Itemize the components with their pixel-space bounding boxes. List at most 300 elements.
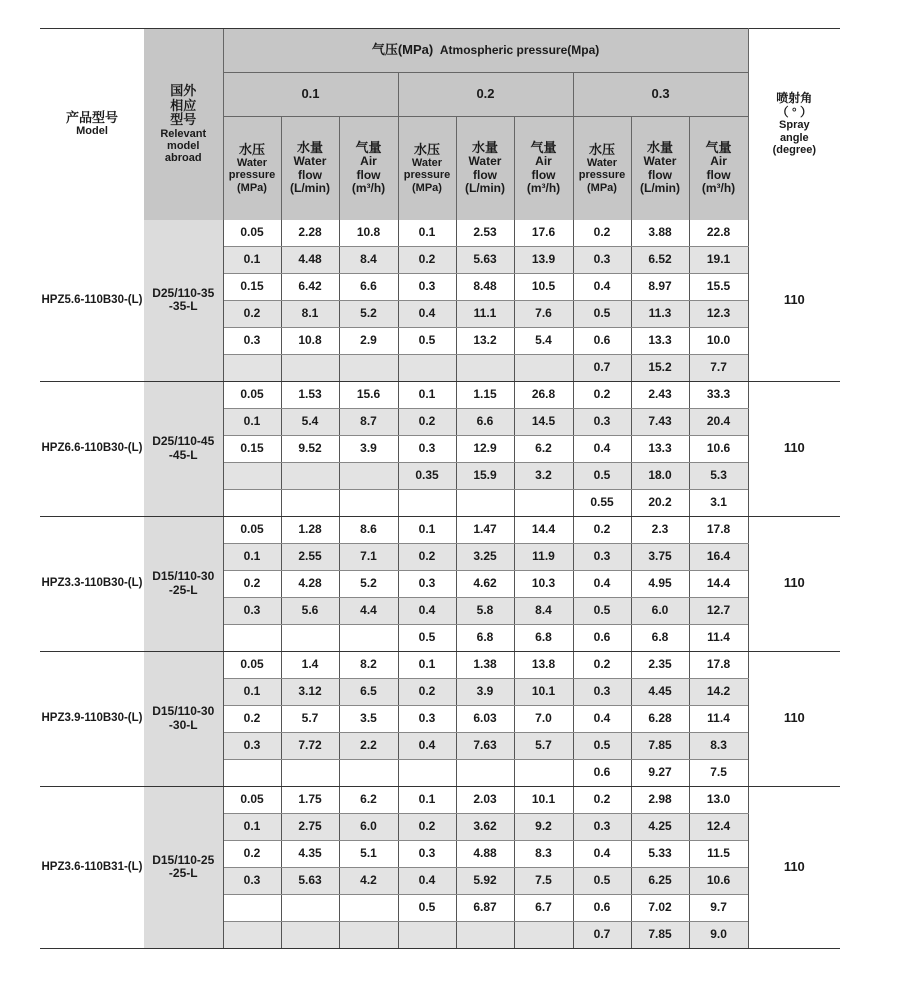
header-sub-zh: 水压 [588,141,615,157]
value-cell [514,921,573,948]
value-cell [456,354,514,381]
header-sub-en: Air flow (m³/h) [526,154,561,196]
value-cell [339,462,398,489]
value-cell [514,759,573,786]
value-cell [339,759,398,786]
value-cell: 20.4 [689,408,748,435]
table-row [40,381,840,408]
header-foreign-en: Relevant model abroad [160,127,207,165]
value-cell: 7.43 [631,408,689,435]
value-cell: 10.0 [689,327,748,354]
table-row [40,220,840,247]
value-cell: 6.0 [631,597,689,624]
value-cell: 0.1 [398,651,456,678]
value-cell: 3.2 [514,462,573,489]
value-cell: 4.95 [631,570,689,597]
value-cell: 0.3 [573,408,631,435]
value-cell: 5.63 [456,246,514,273]
value-cell: 0.6 [573,894,631,921]
value-cell: 7.6 [514,300,573,327]
model-cell: HPZ3.3-110B30-(L) [40,516,144,651]
value-cell: 0.3 [573,678,631,705]
value-cell: 1.28 [281,516,339,543]
value-cell: 11.4 [689,624,748,651]
value-cell [398,921,456,948]
value-cell: 6.8 [456,624,514,651]
header-air-pressure-zh: 气压(MPa) [371,42,434,58]
value-cell: 0.4 [573,273,631,300]
value-cell: 5.2 [339,300,398,327]
value-cell: 16.4 [689,543,748,570]
value-cell: 3.88 [631,220,689,247]
value-cell [281,354,339,381]
header-sub-zh: 水量 [646,139,673,155]
value-cell: 0.3 [223,327,281,354]
value-cell: 9.7 [689,894,748,921]
value-cell [281,624,339,651]
value-cell: 0.7 [573,921,631,948]
header-sub-en: Air flow (m³/h) [701,154,736,196]
value-cell: 11.5 [689,840,748,867]
header-pressure-2: 0.3 [573,73,748,117]
value-cell: 15.9 [456,462,514,489]
value-cell: 14.4 [514,516,573,543]
value-cell: 7.85 [631,732,689,759]
value-cell: 12.7 [689,597,748,624]
value-cell: 9.52 [281,435,339,462]
value-cell: 0.7 [573,354,631,381]
value-cell: 4.88 [456,840,514,867]
value-cell: 0.2 [398,246,456,273]
value-cell: 2.3 [631,516,689,543]
value-cell: 9.0 [689,921,748,948]
value-cell: 3.9 [339,435,398,462]
header-air-pressure-en: Atmospheric pressure(Mpa) [439,43,600,58]
value-cell: 1.15 [456,381,514,408]
header-sub-water-flow [281,117,339,220]
value-cell: 13.3 [631,327,689,354]
value-cell: 0.4 [573,705,631,732]
value-cell: 0.2 [223,840,281,867]
value-cell: 10.1 [514,678,573,705]
value-cell [398,354,456,381]
value-cell: 0.5 [573,462,631,489]
value-cell: 0.4 [573,570,631,597]
value-cell: 9.2 [514,813,573,840]
model-cell: HPZ3.6-110B31-(L) [40,786,144,948]
header-sub-en: Air flow (m³/h) [351,154,386,196]
value-cell: 6.87 [456,894,514,921]
value-cell: 15.5 [689,273,748,300]
value-cell [281,759,339,786]
value-cell: 2.55 [281,543,339,570]
value-cell: 0.2 [223,570,281,597]
value-cell: 0.2 [398,813,456,840]
value-cell: 0.2 [573,786,631,813]
value-cell: 0.15 [223,273,281,300]
header-sub-air-flow [514,117,573,220]
spec-table-body [40,220,840,949]
header-model-zh: 产品型号 [65,109,118,125]
header-model [40,29,144,220]
value-cell: 0.05 [223,220,281,247]
value-cell: 5.8 [456,597,514,624]
value-cell [456,921,514,948]
value-cell: 10.8 [339,220,398,247]
value-cell: 0.35 [398,462,456,489]
value-cell: 33.3 [689,381,748,408]
value-cell: 3.12 [281,678,339,705]
value-cell: 4.25 [631,813,689,840]
value-cell: 8.1 [281,300,339,327]
value-cell: 0.3 [398,705,456,732]
value-cell: 0.1 [223,408,281,435]
value-cell: 14.5 [514,408,573,435]
value-cell [398,489,456,516]
header-sub-en: Water pressure (MPa) [578,157,626,194]
value-cell: 7.85 [631,921,689,948]
value-cell: 5.3 [689,462,748,489]
value-cell [514,354,573,381]
header-sub-water-pressure [573,117,631,220]
header-sub-en: Water pressure (MPa) [403,157,451,194]
value-cell: 0.5 [398,894,456,921]
value-cell: 20.2 [631,489,689,516]
model-cell: HPZ6.6-110B30-(L) [40,381,144,516]
value-cell: 0.3 [398,840,456,867]
value-cell: 3.75 [631,543,689,570]
value-cell: 5.92 [456,867,514,894]
spec-table [40,28,840,949]
value-cell: 10.6 [689,867,748,894]
value-cell: 6.8 [631,624,689,651]
value-cell: 14.4 [689,570,748,597]
value-cell: 2.28 [281,220,339,247]
value-cell: 6.5 [339,678,398,705]
value-cell [281,489,339,516]
foreign-model-cell: D15/110-30 -30-L [144,651,223,786]
value-cell: 17.6 [514,220,573,247]
value-cell: 6.6 [339,273,398,300]
value-cell [223,759,281,786]
value-cell: 6.42 [281,273,339,300]
value-cell: 0.3 [398,273,456,300]
value-cell: 14.2 [689,678,748,705]
value-cell: 5.7 [281,705,339,732]
model-cell: HPZ3.9-110B30-(L) [40,651,144,786]
header-sub-water-pressure [223,117,281,220]
value-cell [223,354,281,381]
value-cell: 11.4 [689,705,748,732]
value-cell: 5.1 [339,840,398,867]
value-cell: 0.2 [573,381,631,408]
value-cell: 13.8 [514,651,573,678]
value-cell: 0.5 [398,327,456,354]
spray-angle-cell: 110 [748,651,840,786]
value-cell: 3.1 [689,489,748,516]
value-cell: 19.1 [689,246,748,273]
value-cell: 0.4 [398,597,456,624]
value-cell: 1.4 [281,651,339,678]
value-cell: 0.3 [223,732,281,759]
table-row [40,651,840,678]
value-cell: 4.62 [456,570,514,597]
value-cell: 0.05 [223,786,281,813]
value-cell: 5.4 [281,408,339,435]
header-air-pressure [223,29,748,73]
value-cell: 17.8 [689,651,748,678]
value-cell: 8.6 [339,516,398,543]
value-cell: 8.3 [514,840,573,867]
value-cell: 10.3 [514,570,573,597]
value-cell: 0.4 [573,435,631,462]
header-pressure-1: 0.2 [398,73,573,117]
value-cell [339,354,398,381]
value-cell: 11.3 [631,300,689,327]
header-sub-en: Water flow (L/min) [465,154,505,196]
value-cell: 0.1 [223,543,281,570]
header-sub-zh: 水压 [238,141,265,157]
value-cell: 7.7 [689,354,748,381]
header-sub-en: Water flow (L/min) [640,154,680,196]
value-cell [339,921,398,948]
value-cell: 0.2 [398,543,456,570]
foreign-model-cell: D15/110-25 -25-L [144,786,223,948]
value-cell [223,462,281,489]
value-cell: 26.8 [514,381,573,408]
value-cell: 7.5 [514,867,573,894]
value-cell: 11.1 [456,300,514,327]
header-pressure-0: 0.1 [223,73,398,117]
value-cell: 6.03 [456,705,514,732]
header-spray-angle [748,29,840,220]
value-cell: 3.9 [456,678,514,705]
value-cell: 3.5 [339,705,398,732]
value-cell: 22.8 [689,220,748,247]
value-cell: 12.3 [689,300,748,327]
value-cell: 0.05 [223,516,281,543]
value-cell: 5.33 [631,840,689,867]
value-cell: 1.47 [456,516,514,543]
value-cell: 4.28 [281,570,339,597]
header-sub-water-flow [631,117,689,220]
value-cell: 0.5 [573,300,631,327]
value-cell: 0.1 [223,678,281,705]
value-cell: 4.2 [339,867,398,894]
table-row [40,786,840,813]
value-cell: 2.03 [456,786,514,813]
spray-angle-cell: 110 [748,516,840,651]
value-cell: 10.5 [514,273,573,300]
value-cell: 6.0 [339,813,398,840]
value-cell: 11.9 [514,543,573,570]
value-cell: 5.6 [281,597,339,624]
value-cell: 13.9 [514,246,573,273]
value-cell: 15.6 [339,381,398,408]
value-cell: 0.3 [573,813,631,840]
value-cell: 18.0 [631,462,689,489]
header-sub-en: Water flow (L/min) [290,154,330,196]
value-cell: 0.2 [573,651,631,678]
value-cell: 5.4 [514,327,573,354]
value-cell: 0.1 [398,220,456,247]
spray-angle-cell: 110 [748,381,840,516]
foreign-model-cell: D25/110-35 -35-L [144,220,223,382]
value-cell: 8.97 [631,273,689,300]
foreign-model-cell: D15/110-30 -25-L [144,516,223,651]
value-cell: 0.1 [398,516,456,543]
value-cell: 10.1 [514,786,573,813]
value-cell: 0.3 [398,570,456,597]
value-cell: 4.48 [281,246,339,273]
value-cell: 7.02 [631,894,689,921]
value-cell: 17.8 [689,516,748,543]
value-cell: 0.05 [223,381,281,408]
value-cell: 0.2 [573,516,631,543]
value-cell: 8.3 [689,732,748,759]
value-cell: 6.28 [631,705,689,732]
spray-angle-cell: 110 [748,220,840,382]
value-cell: 0.4 [398,732,456,759]
value-cell: 1.53 [281,381,339,408]
value-cell: 0.4 [573,840,631,867]
value-cell: 5.2 [339,570,398,597]
header-sub-zh: 气量 [355,139,382,155]
value-cell: 0.3 [573,543,631,570]
value-cell: 2.43 [631,381,689,408]
value-cell: 0.15 [223,435,281,462]
value-cell: 2.53 [456,220,514,247]
header-sub-zh: 水量 [296,139,323,155]
header-sub-air-flow [339,117,398,220]
value-cell: 6.7 [514,894,573,921]
value-cell [456,759,514,786]
value-cell: 5.7 [514,732,573,759]
value-cell: 1.38 [456,651,514,678]
value-cell: 0.3 [398,435,456,462]
value-cell: 0.5 [573,597,631,624]
value-cell: 8.4 [339,246,398,273]
value-cell: 2.9 [339,327,398,354]
value-cell: 8.48 [456,273,514,300]
header-sub-water-pressure [398,117,456,220]
value-cell: 0.3 [573,246,631,273]
value-cell [223,489,281,516]
header-sub-zh: 水压 [413,141,440,157]
value-cell: 8.7 [339,408,398,435]
value-cell: 10.8 [281,327,339,354]
value-cell: 0.55 [573,489,631,516]
value-cell [339,624,398,651]
header-sub-air-flow [689,117,748,220]
value-cell: 6.52 [631,246,689,273]
value-cell: 8.4 [514,597,573,624]
value-cell [339,894,398,921]
value-cell: 0.5 [573,732,631,759]
value-cell: 2.75 [281,813,339,840]
value-cell: 0.5 [398,624,456,651]
value-cell: 9.27 [631,759,689,786]
value-cell: 0.1 [398,381,456,408]
value-cell: 0.4 [398,867,456,894]
header-sub-zh: 气量 [705,139,732,155]
model-cell: HPZ5.6-110B30-(L) [40,220,144,382]
value-cell: 1.75 [281,786,339,813]
value-cell [456,489,514,516]
value-cell: 2.35 [631,651,689,678]
value-cell: 12.4 [689,813,748,840]
table-row [40,516,840,543]
header-foreign [144,29,223,220]
value-cell: 13.0 [689,786,748,813]
value-cell: 7.63 [456,732,514,759]
value-cell: 12.9 [456,435,514,462]
value-cell: 3.62 [456,813,514,840]
value-cell: 0.6 [573,624,631,651]
value-cell: 6.25 [631,867,689,894]
value-cell [514,489,573,516]
value-cell [223,894,281,921]
value-cell: 0.3 [223,597,281,624]
value-cell: 0.4 [398,300,456,327]
value-cell: 6.2 [514,435,573,462]
header-foreign-zh: 国外 相应 型号 [170,82,197,128]
value-cell [398,759,456,786]
header-sub-zh: 水量 [471,139,498,155]
value-cell: 7.5 [689,759,748,786]
header-sub-water-flow [456,117,514,220]
value-cell: 0.1 [223,246,281,273]
value-cell: 2.2 [339,732,398,759]
value-cell: 0.2 [223,300,281,327]
value-cell: 7.0 [514,705,573,732]
value-cell: 6.8 [514,624,573,651]
value-cell: 0.05 [223,651,281,678]
value-cell [223,624,281,651]
spray-angle-cell: 110 [748,786,840,948]
value-cell: 0.6 [573,759,631,786]
value-cell: 7.72 [281,732,339,759]
value-cell: 2.98 [631,786,689,813]
value-cell: 0.1 [223,813,281,840]
value-cell: 6.6 [456,408,514,435]
value-cell: 8.2 [339,651,398,678]
value-cell [281,921,339,948]
value-cell [281,894,339,921]
value-cell: 5.63 [281,867,339,894]
value-cell: 10.6 [689,435,748,462]
header-angle-en: Spray angle (degree) [772,119,817,156]
value-cell: 4.4 [339,597,398,624]
value-cell: 0.6 [573,327,631,354]
value-cell: 13.3 [631,435,689,462]
foreign-model-cell: D25/110-45 -45-L [144,381,223,516]
value-cell: 6.2 [339,786,398,813]
value-cell [223,921,281,948]
value-cell: 0.2 [573,220,631,247]
value-cell: 3.25 [456,543,514,570]
value-cell: 0.3 [223,867,281,894]
value-cell: 0.1 [398,786,456,813]
value-cell: 4.45 [631,678,689,705]
value-cell: 0.2 [398,408,456,435]
value-cell: 0.5 [573,867,631,894]
value-cell: 4.35 [281,840,339,867]
value-cell: 13.2 [456,327,514,354]
value-cell: 15.2 [631,354,689,381]
header-sub-en: Water pressure (MPa) [228,157,276,194]
value-cell: 0.2 [223,705,281,732]
